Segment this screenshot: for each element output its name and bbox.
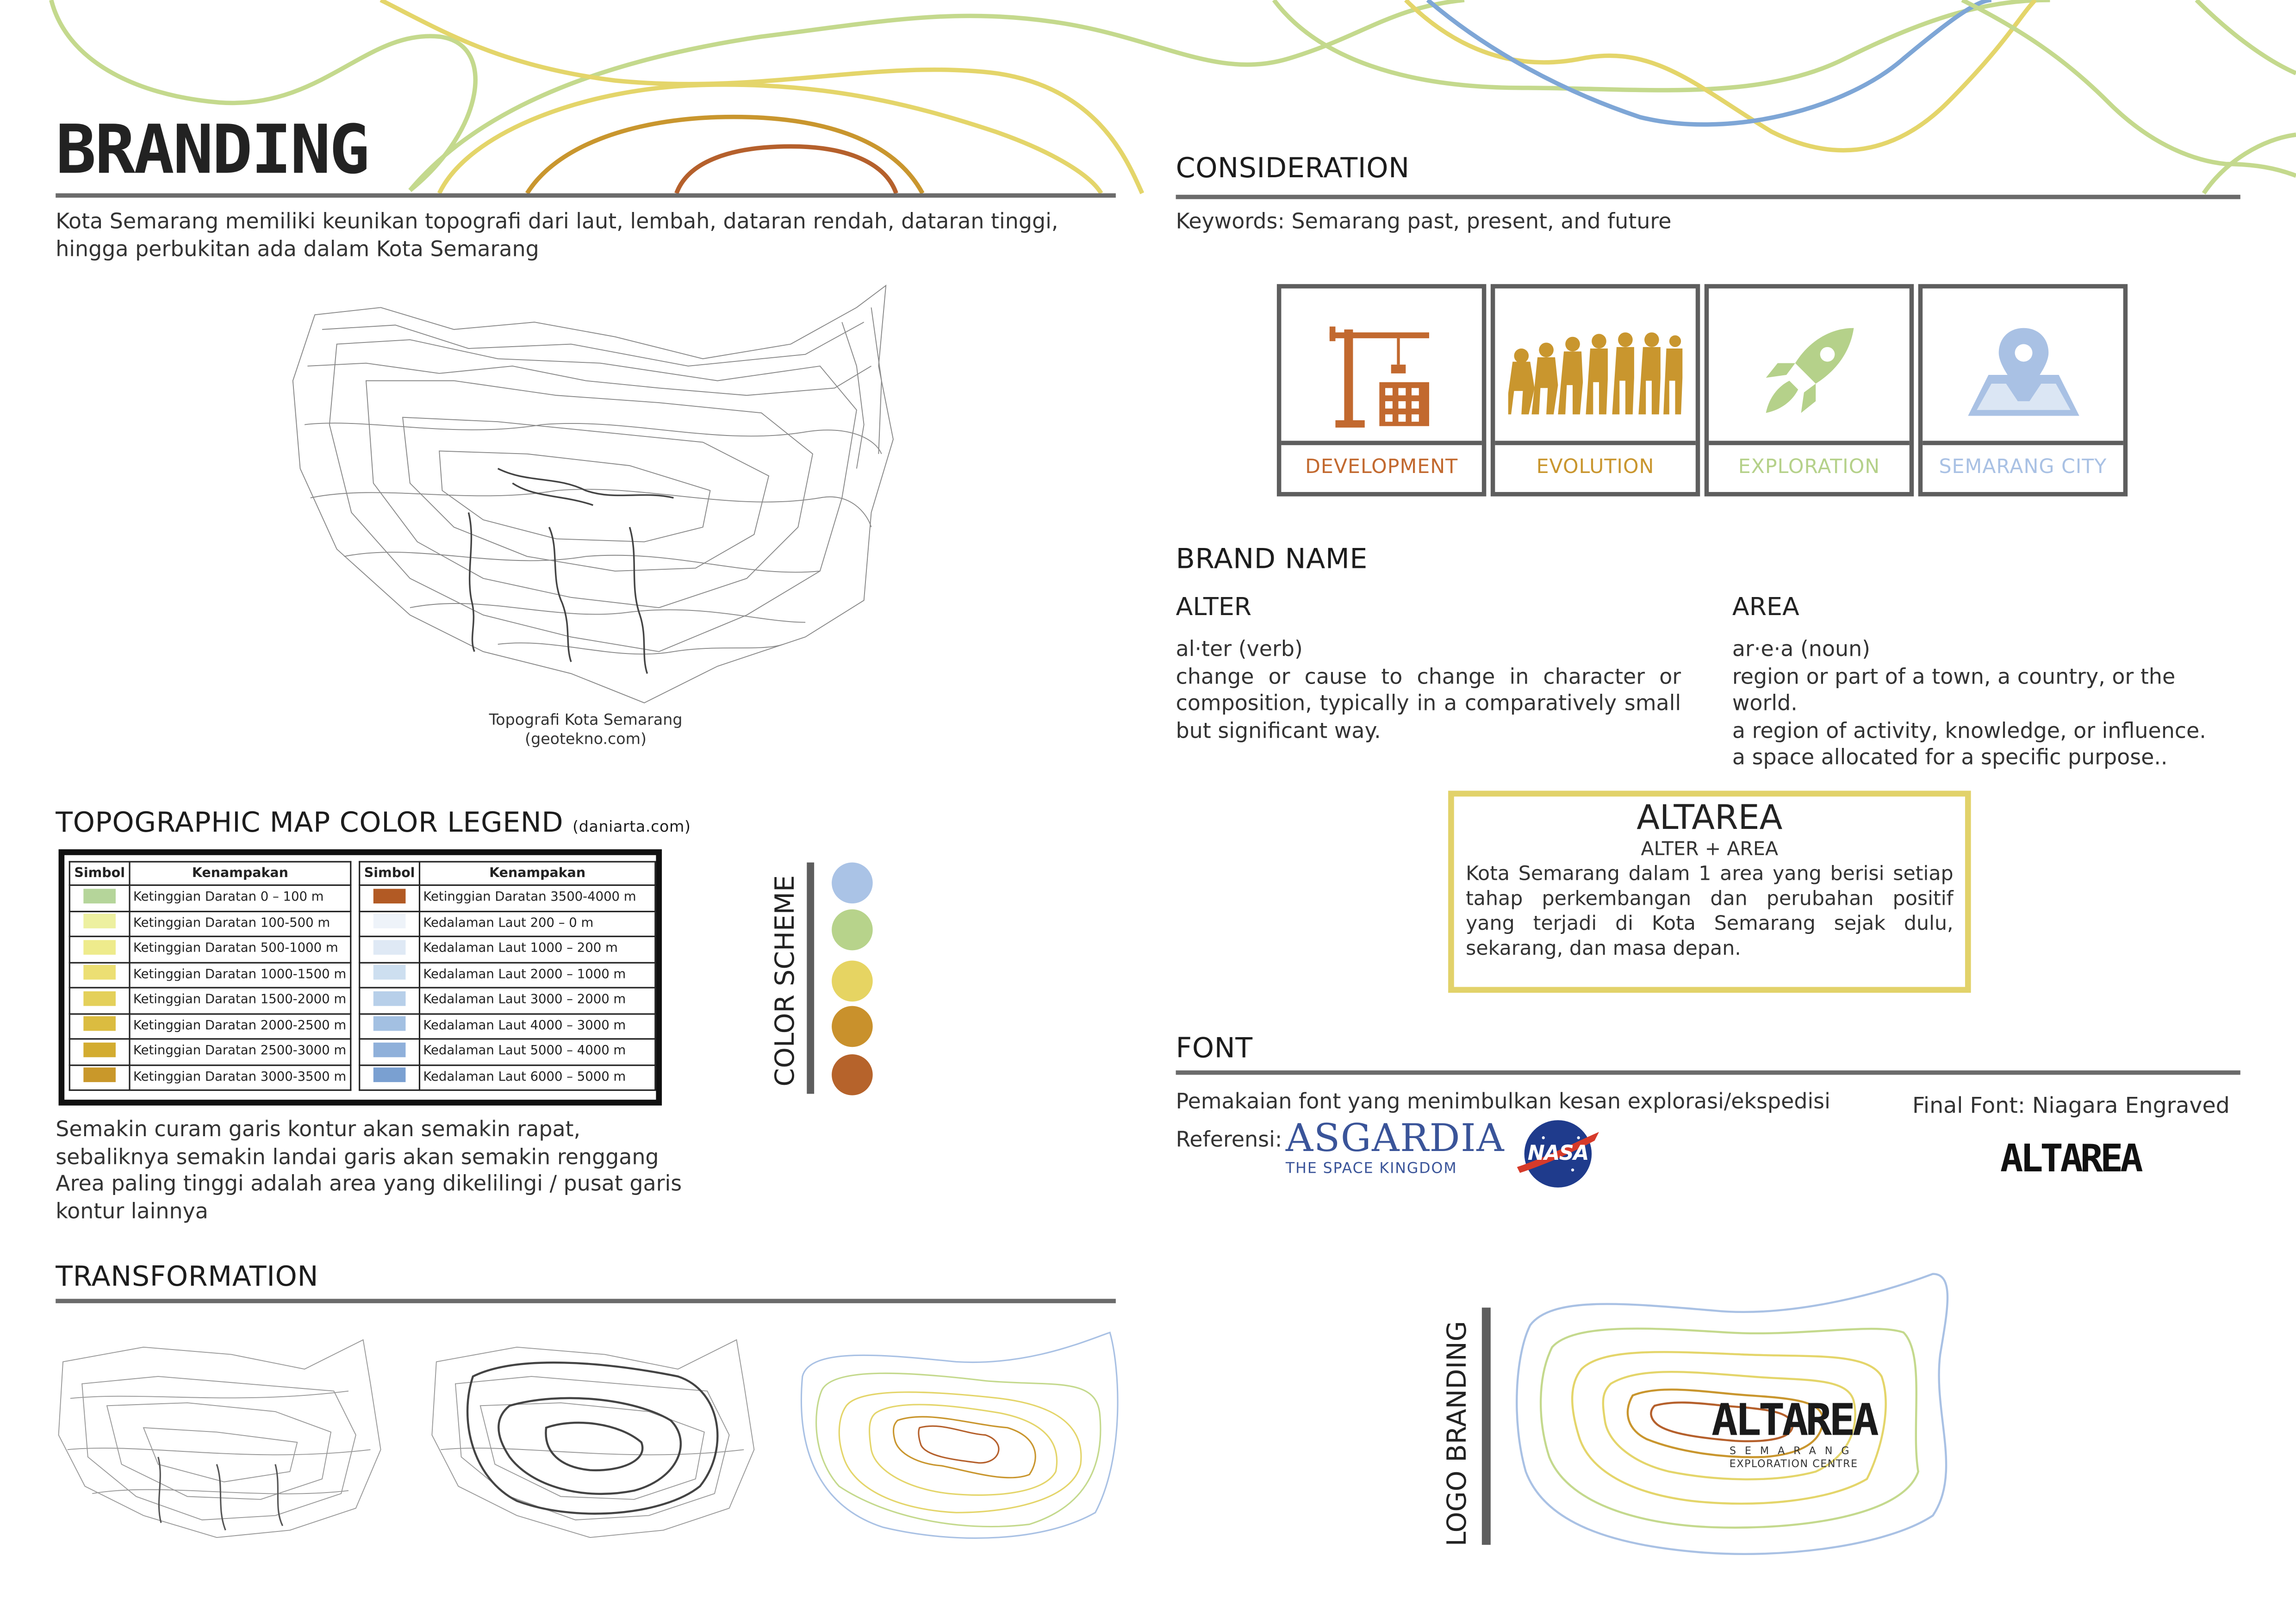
logo-branding-label: LOGO BRANDING	[1442, 1321, 1473, 1547]
legend-row	[360, 911, 655, 936]
consideration-label	[1923, 441, 2123, 492]
consideration-title: CONSIDERATION	[1176, 152, 1410, 185]
legend-label: Ketinggian Daratan 2500-3000 m	[130, 1039, 351, 1064]
legend-swatch	[83, 991, 116, 1006]
logo-branding-bar	[1482, 1307, 1491, 1545]
area-meaning-1: region or part of a town, a country, or the world.	[1732, 665, 2176, 716]
symbol-header: Simbol	[69, 862, 130, 885]
legend-swatch	[373, 889, 406, 903]
legend-swatch	[83, 940, 116, 954]
legend-row	[69, 1013, 350, 1039]
logo-sub-exploration: EXPLORATION CENTRE	[1729, 1458, 1858, 1470]
legend-swatch-cell	[69, 936, 130, 962]
exploration-label: EXPLORATION	[1738, 455, 1880, 479]
logo-sub-semarang: SEMARANG	[1729, 1445, 1858, 1457]
legend-table-left	[69, 861, 352, 1091]
area-definition	[1732, 593, 2238, 772]
color-swatch	[832, 1006, 873, 1047]
transformation-step-3	[801, 1332, 1118, 1538]
altarea-formula: ALTER + AREA	[1641, 839, 1779, 861]
legend-swatch	[373, 1042, 406, 1057]
legend-label: Kedalaman Laut 200 – 0 m	[419, 911, 655, 936]
legend-label: Kedalaman Laut 4000 – 3000 m	[419, 1013, 655, 1039]
transformation-title: TRANSFORMATION	[56, 1261, 319, 1293]
legend-swatch-cell	[360, 988, 420, 1013]
consideration-development	[1277, 284, 1486, 497]
legend-row	[69, 1064, 350, 1090]
symbol-header: Simbol	[360, 862, 420, 885]
asgardia-tagline: THE SPACE KINGDOM	[1285, 1161, 1457, 1177]
nasa-wordmark: NASA	[1527, 1142, 1588, 1166]
legend-swatch	[83, 889, 116, 903]
altarea-logo-wordmark	[1647, 1395, 1940, 1472]
map-pin-icon	[1923, 300, 2123, 447]
legend-swatch-cell	[360, 885, 420, 911]
legend-swatch	[373, 1068, 406, 1083]
rocket-icon	[1709, 300, 1909, 447]
altarea-description: Kota Semarang dalam 1 area yang berisi setiap tahap perkembangan dan perubahan positif yang terjadi di Kota Semarang sejak dulu, sekarang, dan masa depan.	[1466, 862, 1954, 961]
area-meaning-3: a space allocated for a specific purpose..	[1732, 747, 2168, 771]
map-caption-source: (geotekno.com)	[525, 730, 647, 748]
legend-label: Ketinggian Daratan 2000-2500 m	[130, 1013, 351, 1039]
legend-swatch-cell	[360, 911, 420, 936]
legend-swatch	[373, 1017, 406, 1032]
asgardia-logo	[1285, 1117, 1505, 1177]
legend-row	[360, 885, 655, 911]
transformation-sequence	[56, 1318, 1125, 1552]
altarea-name: ALTAREA	[1636, 799, 1783, 838]
font-description: Pemakaian font yang menimbulkan kesan explorasi/ekspedisi	[1176, 1091, 1830, 1114]
legend-label: Kedalaman Laut 2000 – 1000 m	[419, 962, 655, 988]
nasa-logo	[1514, 1117, 1602, 1190]
area-pos: ar·e·a (noun)	[1732, 638, 1871, 662]
legend-swatch	[83, 965, 116, 980]
logo-wordmark: ALTAREA	[1711, 1395, 1876, 1447]
legend-swatch-cell	[360, 1039, 420, 1064]
area-meaning-2: a region of activity, knowledge, or influence.	[1732, 720, 2206, 743]
consideration-label	[1281, 441, 1481, 492]
legend-swatch	[83, 1042, 116, 1057]
final-font-label: Final Font: Niagara Engraved	[1912, 1092, 2230, 1119]
transformation-step-2	[432, 1340, 754, 1537]
consideration-semarang-city	[1918, 284, 2128, 497]
semarang-city-label: SEMARANG CITY	[1939, 455, 2107, 479]
development-label: DEVELOPMENT	[1305, 455, 1458, 479]
legend-label: Ketinggian Daratan 1500-2000 m	[130, 988, 351, 1013]
legend-label: Kedalaman Laut 1000 – 200 m	[419, 936, 655, 962]
keywords-text: Keywords: Semarang past, present, and future	[1176, 211, 1672, 235]
legend-row	[69, 962, 350, 988]
legend-swatch-cell	[69, 962, 130, 988]
legend-row	[69, 911, 350, 936]
alter-definition	[1176, 593, 1681, 745]
legend-swatch-cell	[69, 1064, 130, 1090]
legend-row	[69, 988, 350, 1013]
legend-swatch-cell	[360, 1064, 420, 1090]
color-scheme-label: COLOR SCHEME	[770, 875, 801, 1087]
legend-row	[360, 936, 655, 962]
legend-swatch-cell	[69, 988, 130, 1013]
legend-label: Ketinggian Daratan 500-1000 m	[130, 936, 351, 962]
legend-swatch-cell	[69, 1039, 130, 1064]
legend-title: TOPOGRAPHIC MAP COLOR LEGEND	[56, 807, 564, 839]
topographic-map-image	[278, 278, 908, 710]
legend-row	[69, 1039, 350, 1064]
color-swatch	[832, 1054, 873, 1095]
legend-swatch	[373, 991, 406, 1006]
color-legend-table	[59, 849, 662, 1106]
evolution-icon	[1495, 300, 1695, 447]
legend-label: Ketinggian Daratan 3000-3500 m	[130, 1064, 351, 1090]
legend-row	[360, 1064, 655, 1090]
brand-name-title: BRAND NAME	[1176, 543, 1368, 576]
legend-label: Kedalaman Laut 6000 – 5000 m	[419, 1064, 655, 1090]
legend-swatch-cell	[360, 936, 420, 962]
legend-heading	[56, 807, 691, 839]
legend-swatch-cell	[360, 962, 420, 988]
color-swatch	[832, 961, 873, 1002]
legend-swatch-cell	[360, 1013, 420, 1039]
transformation-step-1	[59, 1340, 381, 1537]
feature-header: Kenampakan	[419, 862, 655, 885]
consideration-exploration	[1705, 284, 1914, 497]
legend-swatch	[373, 940, 406, 954]
legend-swatch	[373, 914, 406, 929]
legend-row	[69, 936, 350, 962]
map-caption	[439, 712, 732, 750]
alter-pos: al·ter (verb)	[1176, 638, 1303, 662]
legend-row	[360, 988, 655, 1013]
color-scheme-bar	[807, 863, 814, 1094]
alter-word: ALTER	[1176, 593, 1252, 622]
consideration-rule	[1176, 195, 2240, 199]
legend-swatch	[83, 1068, 116, 1083]
legend-note-2: Area paling tinggi adalah area yang dikelilingi / pusat garis kontur lainnya	[56, 1173, 682, 1224]
legend-row	[360, 962, 655, 988]
consideration-evolution	[1491, 284, 1700, 497]
legend-row	[360, 1013, 655, 1039]
crane-icon	[1281, 300, 1481, 447]
color-swatch	[832, 863, 873, 904]
map-caption-title: Topografi Kota Semarang	[489, 711, 683, 729]
legend-source: (daniarta.com)	[572, 818, 691, 836]
legend-swatch-cell	[69, 911, 130, 936]
legend-note-1: Semakin curam garis kontur akan semakin rapat, sebaliknya semakin landai garis akan semakin renggang	[56, 1119, 659, 1170]
evolution-label: EVOLUTION	[1536, 455, 1655, 479]
legend-row	[69, 885, 350, 911]
legend-label: Ketinggian Daratan 3500-4000 m	[419, 885, 655, 911]
feature-header: Kenampakan	[130, 862, 351, 885]
legend-label: Kedalaman Laut 3000 – 2000 m	[419, 988, 655, 1013]
legend-label: Kedalaman Laut 5000 – 4000 m	[419, 1039, 655, 1064]
font-rule	[1176, 1070, 2240, 1075]
color-swatch	[832, 909, 873, 951]
legend-swatch-cell	[69, 1013, 130, 1039]
legend-swatch	[83, 914, 116, 929]
font-title: FONT	[1176, 1032, 1253, 1065]
consideration-label	[1709, 441, 1909, 492]
area-word: AREA	[1732, 593, 1799, 622]
legend-notes	[56, 1117, 685, 1226]
page-title: BRANDING	[56, 110, 368, 189]
legend-label: Ketinggian Daratan 1000-1500 m	[130, 962, 351, 988]
consideration-label	[1495, 441, 1695, 492]
altarea-concept-box	[1448, 791, 1971, 993]
asgardia-wordmark: ASGARDIA	[1285, 1117, 1505, 1161]
intro-text: Kota Semarang memiliki keunikan topografi dari laut, lembah, dataran rendah, dataran tinggi, hingga perbukitan ada dalam Kota Semarang	[56, 211, 1058, 261]
transformation-rule	[56, 1299, 1116, 1303]
final-font-sample: ALTAREA	[2000, 1138, 2140, 1182]
legend-label: Ketinggian Daratan 100-500 m	[130, 911, 351, 936]
legend-table-right	[359, 861, 656, 1091]
legend-label: Ketinggian Daratan 0 – 100 m	[130, 885, 351, 911]
title-rule	[56, 193, 1116, 198]
legend-swatch-cell	[69, 885, 130, 911]
legend-swatch	[373, 965, 406, 980]
reference-label: Referensi:	[1176, 1129, 1282, 1152]
legend-swatch	[83, 1017, 116, 1032]
legend-row	[360, 1039, 655, 1064]
alter-meaning: change or cause to change in character or composition, typically in a comparatively small but significant way.	[1176, 665, 1681, 743]
